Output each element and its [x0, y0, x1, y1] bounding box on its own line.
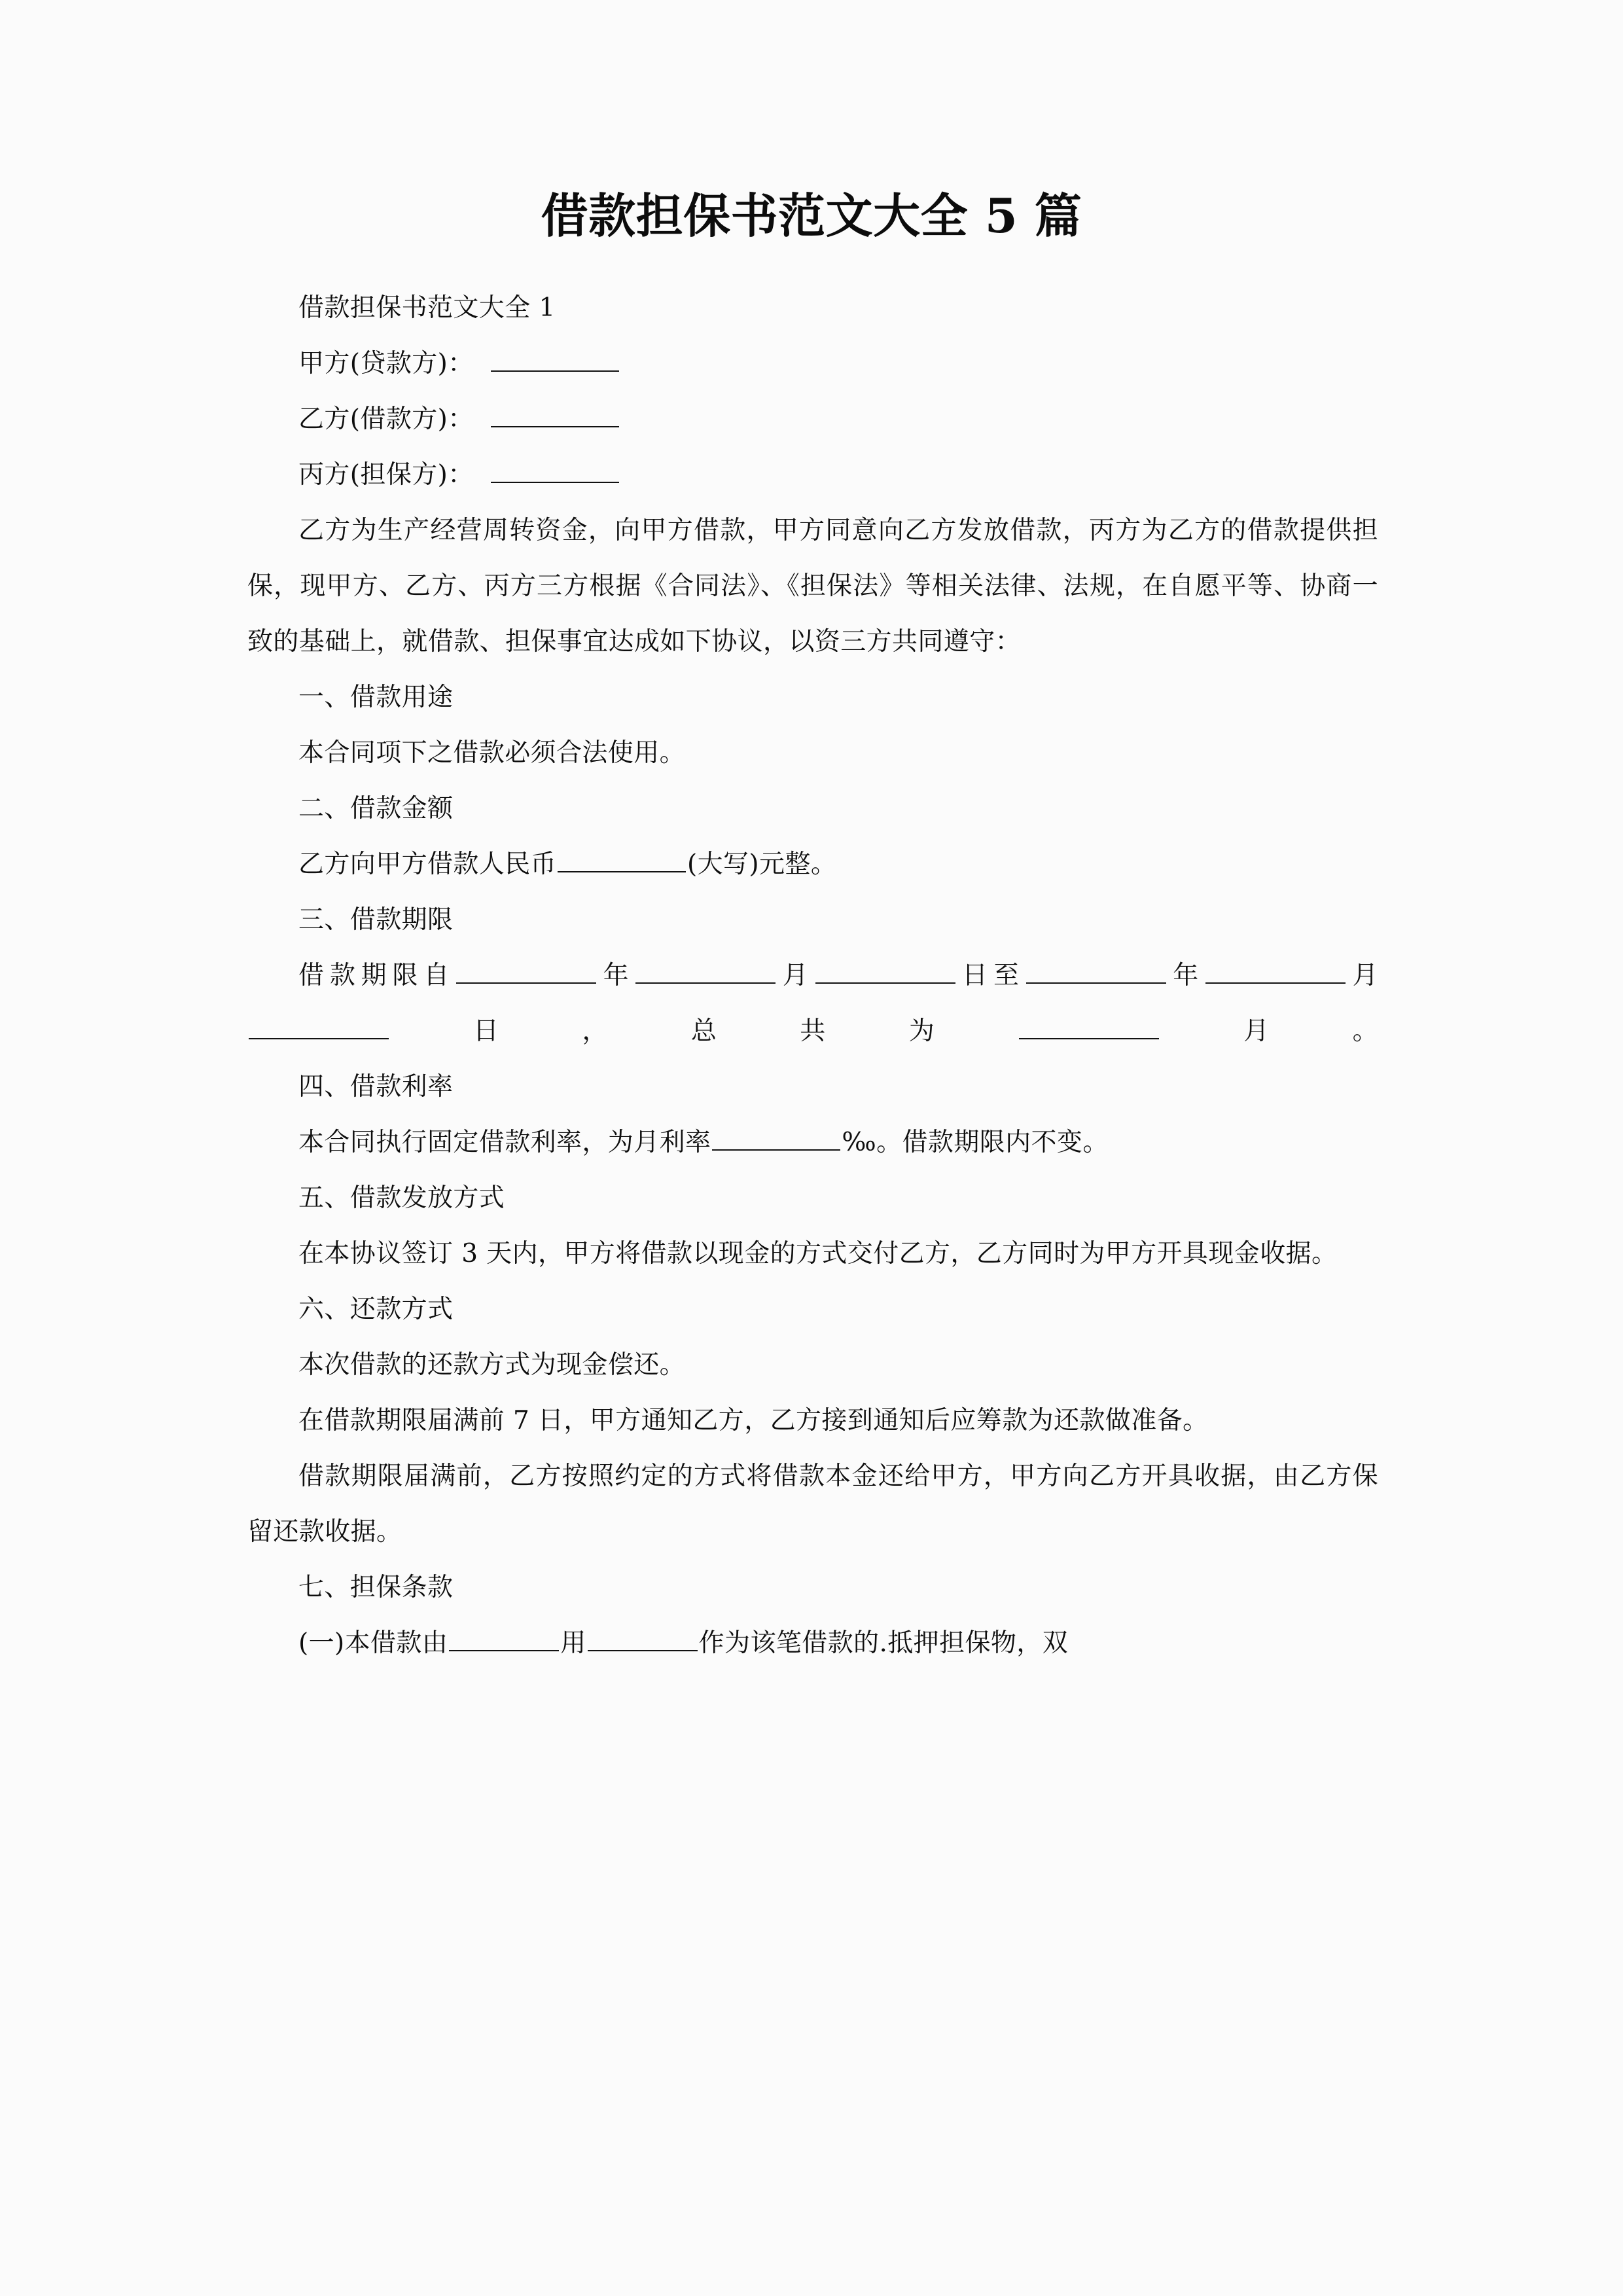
- term-unit-month-start: 月: [777, 961, 814, 990]
- guarantee-clause-prefix: (一)本借款由: [298, 1628, 448, 1658]
- term-unit-total: 月。: [1160, 1016, 1378, 1046]
- rate-suffix: ‰。借款期限内不变。: [842, 1128, 1109, 1157]
- party-label-jiafang: 甲方(贷款方)：: [298, 349, 474, 378]
- section-heading-2: 二、借款金额: [298, 794, 454, 823]
- document-body: [247, 280, 1378, 1671]
- loan-amount-suffix: (大写)元整。: [687, 850, 837, 879]
- preamble-paragraph: 乙方为生产经营周转资金，向甲方借款，甲方同意向乙方发放借款，丙方为乙方的借款提供担保，现甲方、乙方、丙方三方根据《合同法》、《担保法》等相关法律、法规，在自愿平等、协商一致的基础上，就借款、担保事宜达成如下协议，以资三方共同遵守：: [247, 516, 1378, 656]
- term-unit-month-end: 月: [1347, 961, 1378, 990]
- section-body-6c: 借款期限届满前，乙方按照约定的方式将借款本金还给甲方，甲方向乙方开具收据，由乙方保留还款收据。: [247, 1462, 1378, 1547]
- page-title: 借款担保书范文大全 5 篇: [541, 188, 1082, 243]
- section-body-5: 在本协议签订 3 天内，甲方将借款以现金的方式交付乙方，乙方同时为甲方开具现金收据。: [298, 1239, 1338, 1268]
- party-blank-yifang[interactable]: [491, 399, 619, 427]
- section-body-7: [247, 1615, 1378, 1671]
- guarantee-blank-party[interactable]: [449, 1623, 559, 1651]
- party-line-jiafang: [247, 336, 1378, 391]
- party-blank-jiafang[interactable]: [491, 343, 619, 372]
- rate-blank[interactable]: [712, 1122, 840, 1151]
- section-body-1: 本合同项下之借款必须合法使用。: [298, 738, 686, 768]
- term-blank-total-months[interactable]: [1019, 1011, 1159, 1039]
- term-blank-start-year[interactable]: [456, 955, 596, 984]
- party-label-yifang: 乙方(借款方)：: [298, 404, 474, 434]
- term-blank-start-month[interactable]: [635, 955, 776, 984]
- section-heading-4: 四、借款利率: [298, 1072, 454, 1102]
- party-line-bingfang: [247, 447, 1378, 503]
- loan-amount-prefix: 乙方向甲方借款人民币: [298, 850, 557, 879]
- rate-prefix: 本合同执行固定借款利率，为月利率: [298, 1128, 711, 1157]
- party-blank-bingfang[interactable]: [491, 454, 619, 483]
- loan-amount-blank[interactable]: [558, 844, 686, 872]
- section-heading-1: 一、借款用途: [298, 683, 454, 712]
- section-body-3: [247, 948, 1378, 1059]
- term-blank-start-day[interactable]: [815, 955, 955, 984]
- term-unit-day-start: 日至: [956, 961, 1025, 990]
- section-heading-5: 五、借款发放方式: [298, 1183, 505, 1213]
- party-line-yifang: [247, 391, 1378, 447]
- guarantee-blank-collateral[interactable]: [588, 1623, 698, 1651]
- guarantee-clause-suffix: 作为该笔借款的.抵押担保物，双: [698, 1628, 1069, 1658]
- term-label-start: 借款期限自: [298, 961, 455, 990]
- section-body-6b: 在借款期限届满前 7 日，甲方通知乙方，乙方接到通知后应筹款为还款做准备。: [298, 1406, 1209, 1435]
- term-unit-total-label: 日，总共为: [390, 1016, 1018, 1046]
- section-body-4: [247, 1115, 1378, 1170]
- section-body-6a: 本次借款的还款方式为现金偿还。: [298, 1350, 686, 1380]
- section-heading-7: 七、担保条款: [298, 1573, 454, 1602]
- section-body-2: [247, 836, 1378, 892]
- term-blank-end-year[interactable]: [1026, 955, 1166, 984]
- section-heading-6: 六、还款方式: [298, 1295, 454, 1324]
- guarantee-clause-mid: 用: [560, 1628, 586, 1658]
- term-blank-end-month[interactable]: [1205, 955, 1346, 984]
- term-blank-end-day[interactable]: [249, 1011, 389, 1039]
- term-unit-year-end: 年: [1167, 961, 1205, 990]
- section-heading-3: 三、借款期限: [298, 905, 454, 935]
- term-unit-year-start: 年: [597, 961, 635, 990]
- document-subtitle: 借款担保书范文大全 1: [298, 293, 556, 323]
- party-label-bingfang: 丙方(担保方)：: [298, 460, 474, 490]
